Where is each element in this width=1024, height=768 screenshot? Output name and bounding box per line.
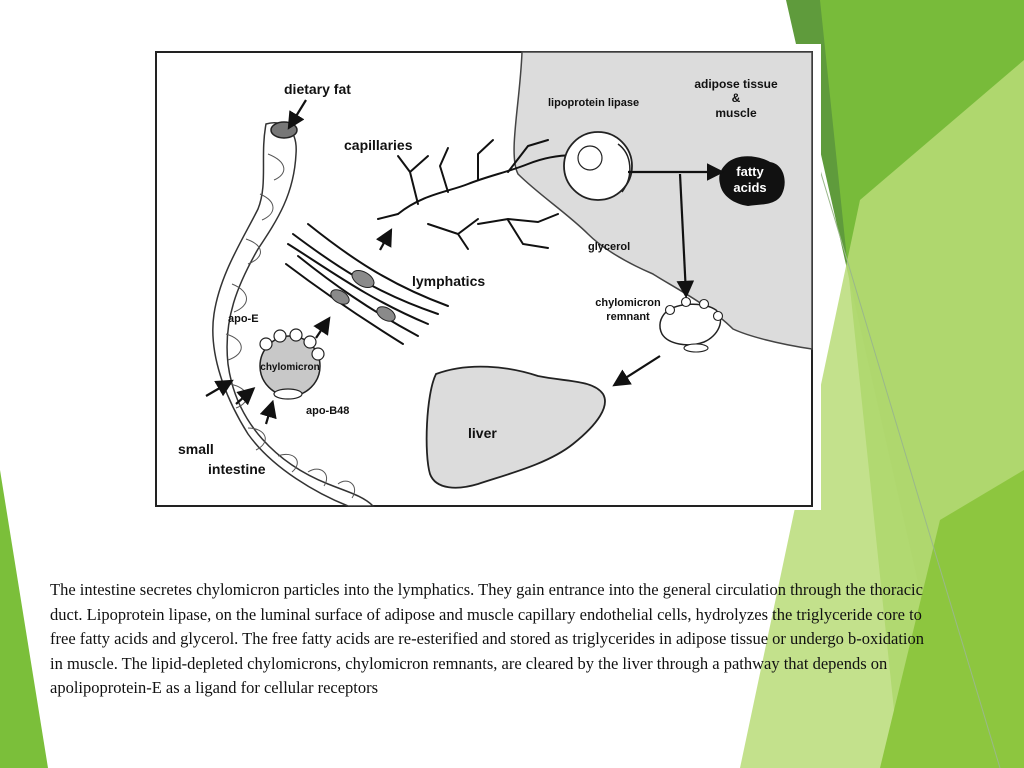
label-glycerol: glycerol — [588, 241, 631, 253]
label-fatty-line2: acids — [733, 180, 767, 195]
label-adipose-line1: adipose tissue — [694, 77, 778, 91]
diagram-figure — [148, 44, 821, 510]
label-apo-e: apo-E — [228, 313, 259, 325]
label-capillaries: capillaries — [344, 137, 413, 153]
label-small-line1: small — [178, 441, 214, 457]
remnant-apo-band — [684, 344, 708, 352]
label-adipose-line3: muscle — [715, 106, 757, 120]
apo-b48-band — [274, 389, 302, 399]
label-fatty-line1: fatty — [736, 164, 764, 179]
caption-text: The intestine secretes chylomicron particles into the lymphatics. They gain entrance into the general circulation through the thoracic duct. Lipoprotein lipase, on the luminal surface of adipose and muscle capillary endothelial cells, hydrolyzes the triglyceride core to free fatty acids and glycerol. The free fatty acids are re-esterified and stored as triglycerides in adipose tissue or undergo b-oxidation in muscle. The lipid-depleted chylomicrons, chylomicron remnants, are cleared by the liver through a pathway that depends on apolipoprotein-E as a ligand for cellular receptors — [50, 580, 925, 697]
label-apo-b48: apo-B48 — [306, 405, 350, 417]
green-left-corner — [0, 470, 48, 768]
label-liver: liver — [468, 425, 497, 441]
label-chylomicron: chylomicron — [260, 362, 320, 373]
label-remnant-line1: chylomicron — [595, 297, 661, 309]
lipase-particle — [578, 146, 602, 170]
label-adipose-line2: & — [731, 91, 741, 105]
label-small-line2: intestine — [208, 461, 266, 477]
label-remnant-line2: remnant — [606, 311, 650, 323]
lipid-transport-diagram — [148, 44, 821, 510]
dietary-fat-droplet — [271, 122, 297, 138]
label-dietary-fat: dietary fat — [284, 81, 351, 97]
label-lymphatics: lymphatics — [412, 273, 486, 289]
label-lipoprotein-lipase: lipoprotein lipase — [548, 97, 640, 109]
